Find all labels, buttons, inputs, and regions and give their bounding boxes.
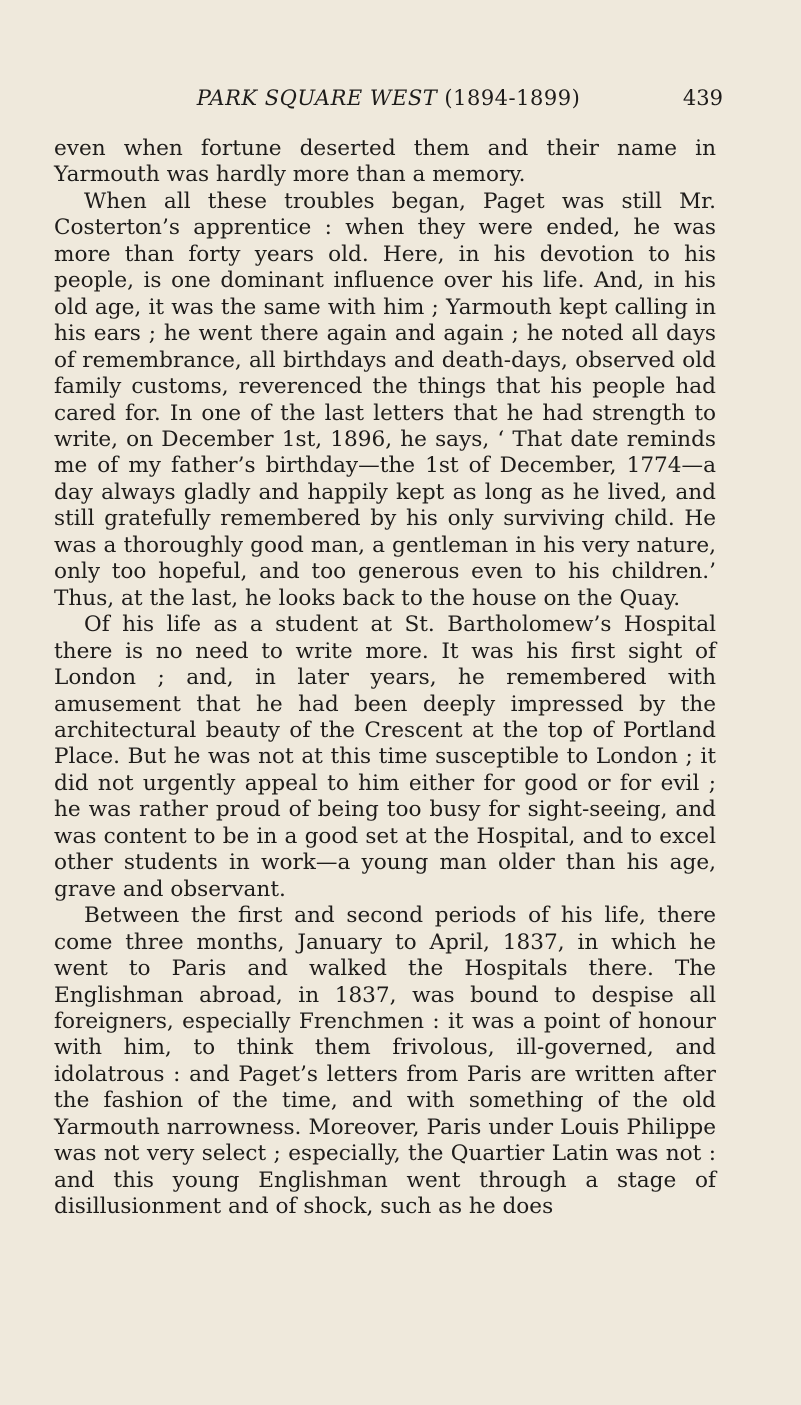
paragraph: Between the first and second periods of his life, there come three months, January to April, 1837, in which he went to Paris and walked the Hospitals there. The Englishman abroad, in 1837, was bound to despise all foreigners, especially Frenchmen : it was a point of honour with him, to think them frivolous, ill-governed, and idolatrous : and Paget’s letters from Paris are written after the fashion of the time, and with something of the old Yarmouth narrowness. Moreover, Paris under Louis Philippe was not very select ; especially, the Quartier Latin was not : and this young Englishman went through a stage of disillusionment and of shock, such as he does <box>54 903 716 1220</box>
page-number: 439 <box>682 86 723 110</box>
body-text <box>54 136 716 1221</box>
paragraph-continued: even when fortune deserted them and their name in Yarmouth was hardly more than a memory. <box>54 136 716 188</box>
running-title <box>54 86 723 110</box>
paragraph: When all these troubles began, Paget was still Mr. Costerton’s apprentice : when they were ended, he was more than forty years old. Here, in his devotion to his people, is one dominant influence over his life. And, in his old age, it was the same with him ; Yarmouth kept calling in his ears ; he went there again and again ; he noted all days of remembrance, all birthdays and death-days, observed old family customs, reverenced the things that his people had cared for. In one of the last letters that he had strength to write, on December 1st, 1896, he says, ‘ That date reminds me of my father’s birthday—the 1st of December, 1774—a day always gladly and happily kept as long as he lived, and still gratefully remembered by his only surviving child. He was a thoroughly good man, a gentleman in his very nature, only too hopeful, and too generous even to his children.’ Thus, at the last, he looks back to the house on the Quay. <box>54 188 716 611</box>
paragraph: Of his life as a student at St. Bartholomew’s Hospital there is no need to write more. It was his first sight of London ; and, in later years, he remembered with amusement that he had been deeply impressed by the architectural beauty of the Crescent at the top of Portland Place. But he was not at this time susceptible to London ; it did not urgently appeal to him either for good or for evil ; he was rather proud of being too busy for sight-seeing, and was content to be in a good set at the Hospital, and to excel other students in work—a young man older than his age, grave and observant. <box>54 612 716 902</box>
running-title-years: (1894-1899) <box>444 86 581 110</box>
running-title-text: PARK SQUARE WEST <box>196 86 438 110</box>
running-head <box>54 86 723 116</box>
